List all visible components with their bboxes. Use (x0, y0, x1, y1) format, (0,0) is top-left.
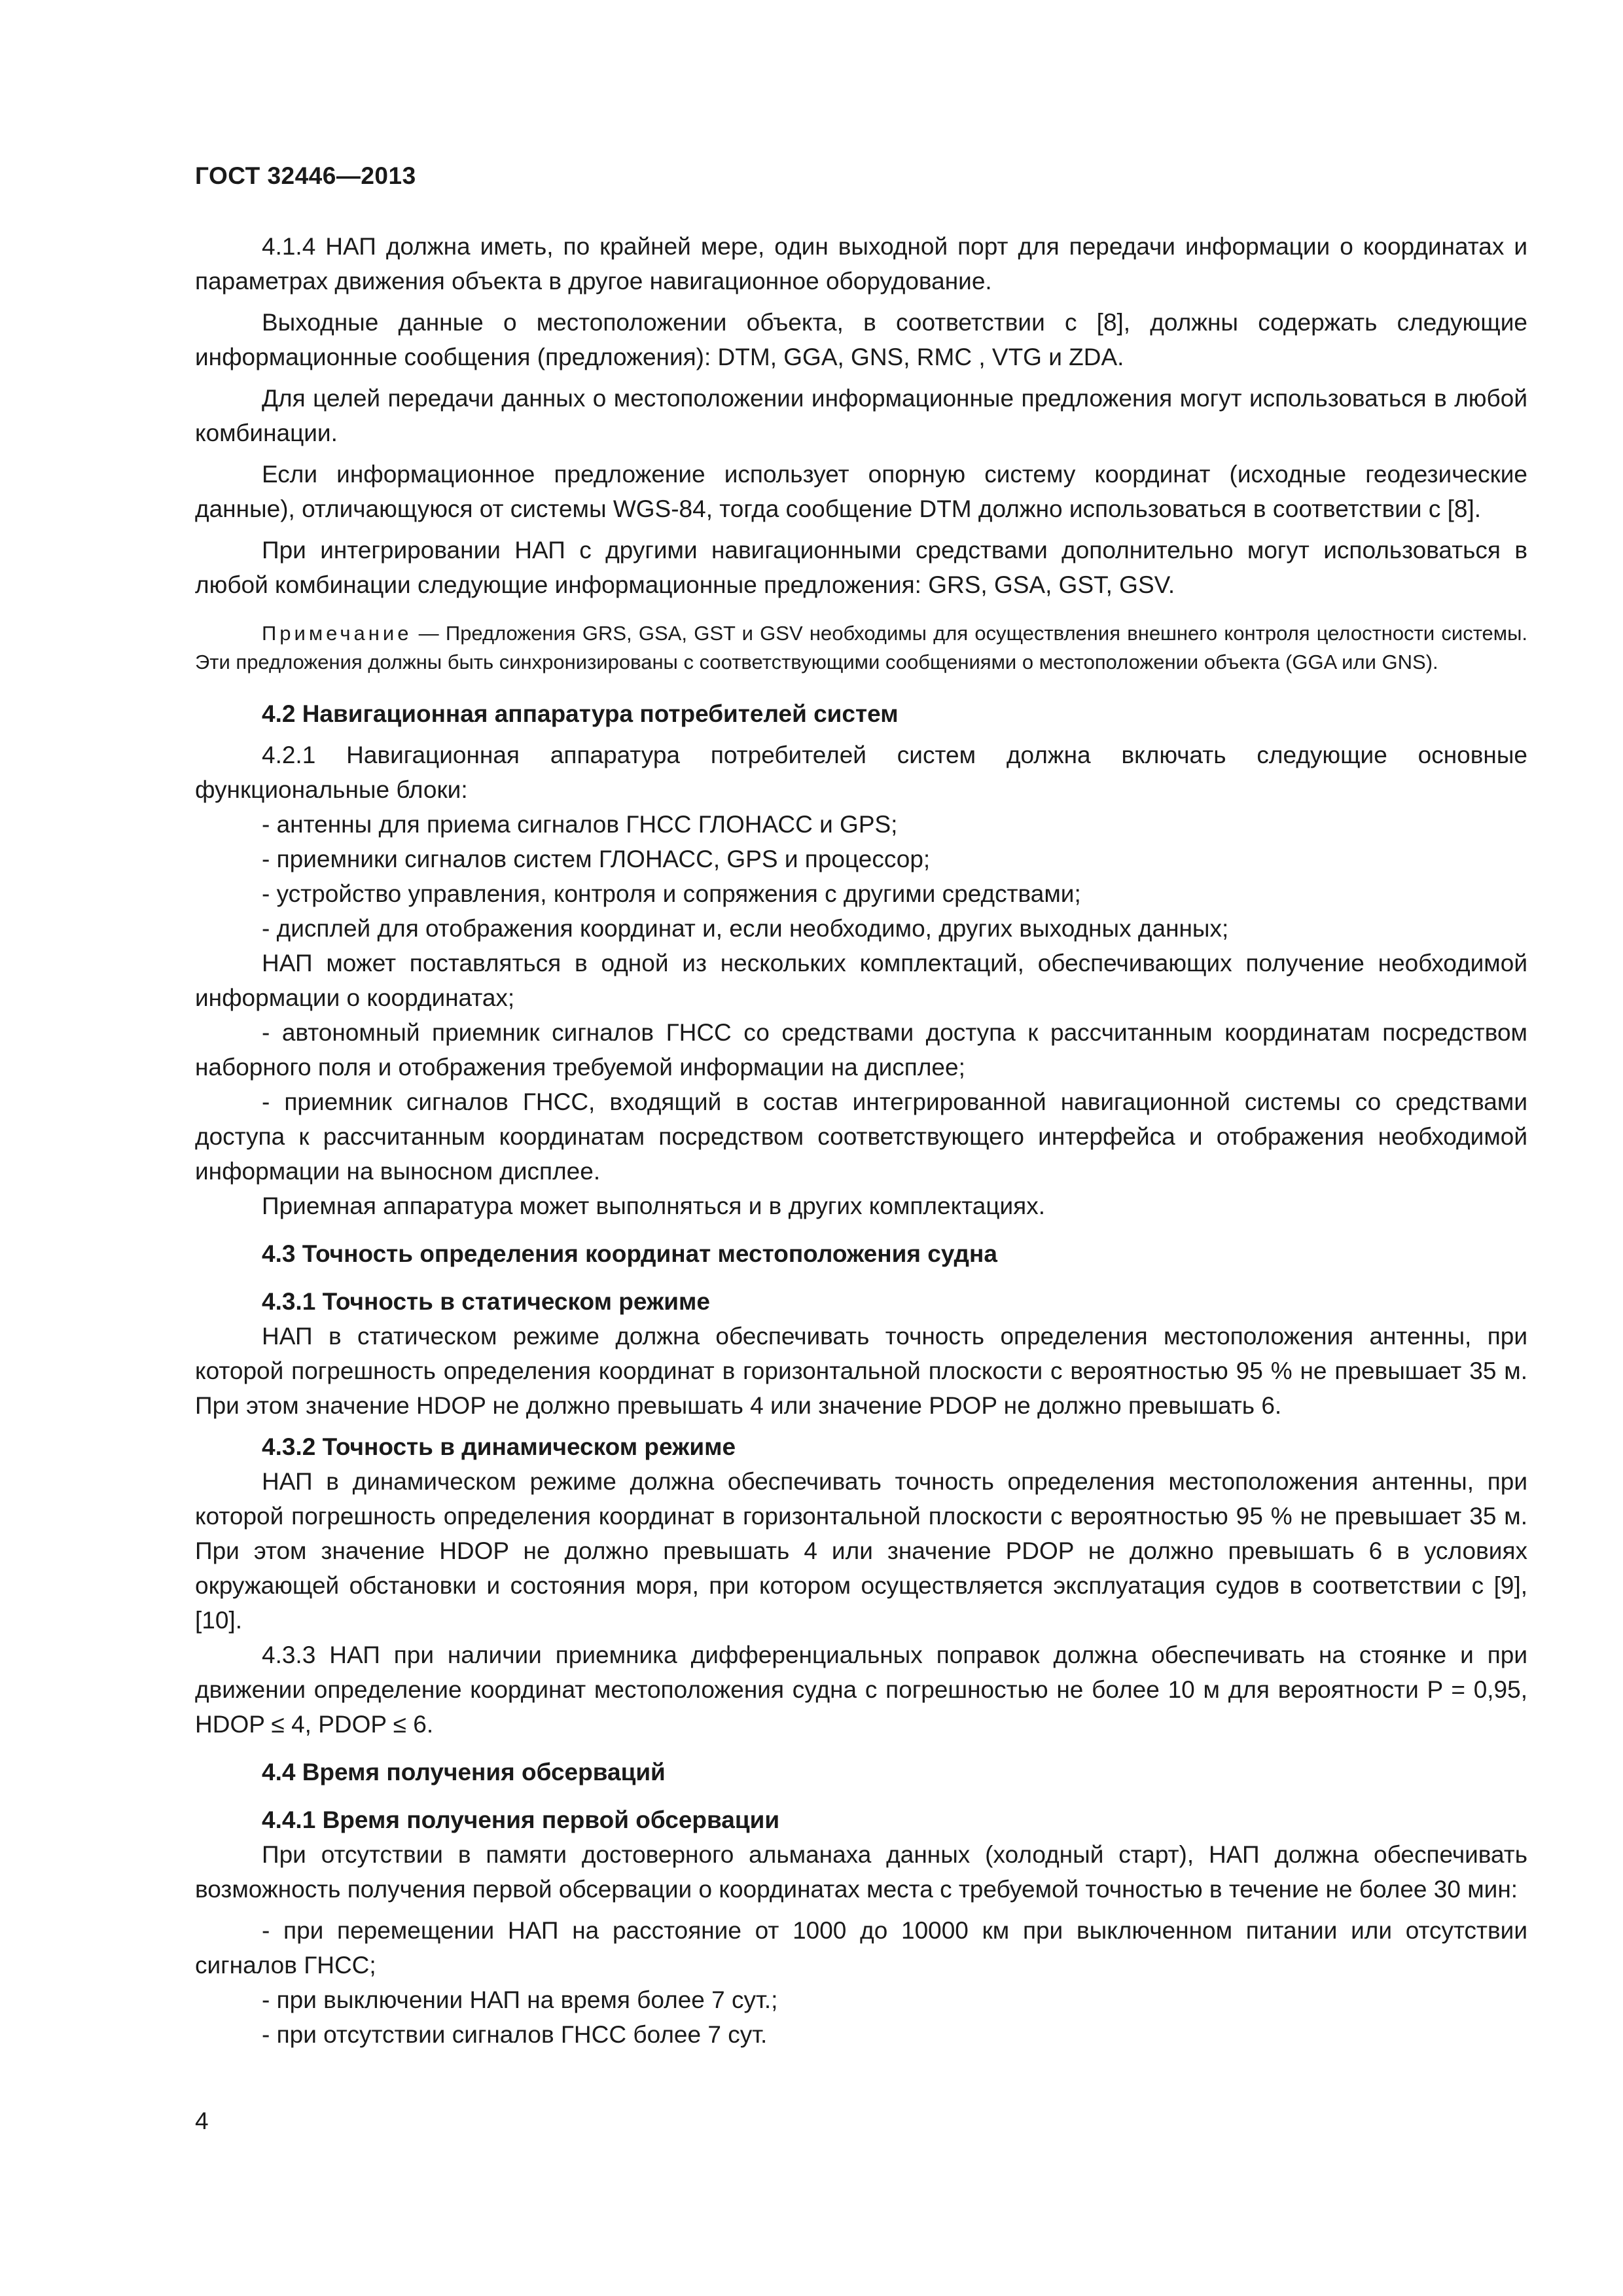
paragraph-autonomous: - автономный приемник сигналов ГНСС со средствами доступа к рассчитанным координатам посредством наборного поля и отображения требуемой информации на дисплее; (195, 1019, 1527, 1081)
paragraph-integrated: - приемник сигналов ГНСС, входящий в состав интегрированной навигационной системы со средствами доступа к рассчитанным координатам посредством соответствующего интерфейса и отображения необходимой информации на выносном дисплее. (195, 1088, 1527, 1185)
paragraph-integration: При интегрировании НАП с другими навигационными средствами дополнительно могут использоваться в любой комбинации следующие информационные предложения: GRS, GSA, GST, GSV. (195, 537, 1527, 598)
note-label: Примечание (262, 622, 412, 645)
paragraph-relocation: - при перемещении НАП на расстояние от 1000 до 10000 км при выключенном питании или отсутствии сигналов ГНСС; (195, 1917, 1527, 1979)
paragraph-reference-system: Если информационное предложение использует опорную систему координат (исходные геодезические данные), отличающуюся от системы WGS-84, тогда сообщение DTM должно использоваться в соответствии с [8]. (195, 461, 1527, 522)
paragraph-4-3-3: 4.3.3 НАП при наличии приемника дифференциальных поправок должна обеспечивать на стоянке и при движении определение координат местоположения судна с погрешностью не более 10 м для вероятности P = 0,95, HDOP ≤ 4, PDOP ≤ 6. (195, 1641, 1527, 1738)
heading-4-3: 4.3 Точность определения координат местоположения судна (262, 1240, 997, 1267)
list-item: - дисплей для отображения координат и, если необходимо, других выходных данных; (262, 915, 1229, 942)
note (195, 619, 1527, 677)
list-item: - при отсутствии сигналов ГНСС более 7 сут. (262, 2021, 768, 2048)
heading-4-2: 4.2 Навигационная аппаратура потребителей систем (262, 700, 899, 727)
paragraph-purpose: Для целей передачи данных о местоположении информационные предложения могут использоваться в любой комбинации. (195, 385, 1527, 446)
document-body (195, 229, 1527, 2052)
paragraph-4-1-4: 4.1.4 НАП должна иметь, по крайней мере, один выходной порт для передачи информации о координатах и параметрах движения объекта в другое навигационное оборудование. (195, 233, 1527, 295)
paragraph-output-data: Выходные данные о местоположении объекта, в соответствии с [8], должны содержать следующие информационные сообщения (предложения): DTM, GGA, GNS, RMC , VTG и ZDA. (195, 309, 1527, 370)
list-item: - приемники сигналов систем ГЛОНАСС, GPS и процессор; (262, 846, 931, 872)
paragraph-dynamic: НАП в динамическом режиме должна обеспечивать точность определения местоположения антенны, при которой погрешность определения координат в горизонтальной плоскости с вероятностью 95 % не превышает 35 м. При этом значение HDOP не должно превышать 4 или значение PDOP не должно превышать 6 в условиях окружающей обстановки и состояния моря, при котором осуществляется эксплуатация судов в соответствии с [9], [10]. (195, 1468, 1527, 1634)
document-header: ГОСТ 32446—2013 (195, 162, 416, 189)
list-item: - устройство управления, контроля и сопряжения с другими средствами; (262, 880, 1081, 907)
heading-4-3-1: 4.3.1 Точность в статическом режиме (262, 1288, 710, 1315)
list-item: - антенны для приема сигналов ГНСС ГЛОНАСС и GPS; (262, 811, 898, 838)
page-number: 4 (195, 2108, 209, 2134)
heading-4-4-1: 4.4.1 Время получения первой обсервации (262, 1806, 780, 1833)
list-item: - при выключении НАП на время более 7 сут.; (262, 1986, 778, 2013)
paragraph-supply: НАП может поставляться в одной из нескольких комплектаций, обеспечивающих получение необходимой информации о координатах; (195, 950, 1527, 1011)
paragraph-4-2-1: 4.2.1 Навигационная аппаратура потребителей систем должна включать следующие основные функциональные блоки: (195, 742, 1527, 803)
paragraph-other-configs: Приемная аппаратура может выполняться и в других комплектациях. (262, 1193, 1045, 1219)
heading-4-4: 4.4 Время получения обсерваций (262, 1759, 666, 1785)
note-text: — Предложения GRS, GSA, GST и GSV необходимы для осуществления внешнего контроля целостности системы. Эти предложения должны быть синхронизированы с соответствующими сообщениями о местоположении объекта (GGA или GNS). (195, 622, 1527, 673)
paragraph-static: НАП в статическом режиме должна обеспечивать точность определения местоположения антенны, при которой погрешность определения координат в горизонтальной плоскости с вероятностью 95 % не превышает 35 м. При этом значение HDOP не должно превышать 4 или значение PDOP не должно превышать 6. (195, 1323, 1527, 1419)
document-page (195, 0, 1527, 2296)
heading-4-3-2: 4.3.2 Точность в динамическом режиме (262, 1433, 736, 1460)
paragraph-cold-start: При отсутствии в памяти достоверного альманаха данных (холодный старт), НАП должна обеспечивать возможность получения первой обсервации о координатах места с требуемой точностью в течение не более 30 мин: (195, 1841, 1527, 1903)
